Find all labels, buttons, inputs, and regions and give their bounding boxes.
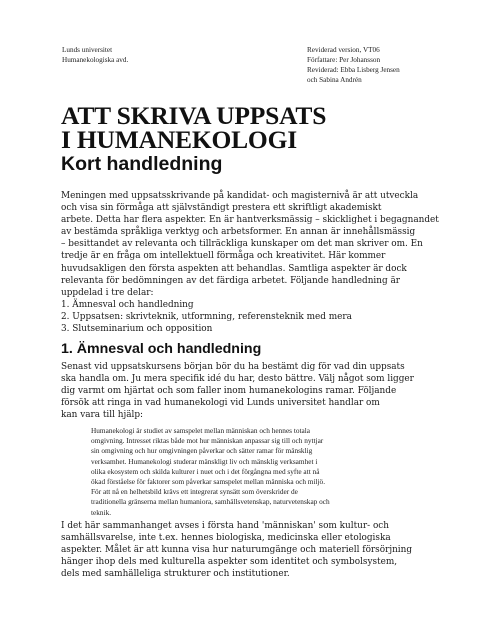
closing-line: samhällsvarelse, inte t.ex. hennes biologiska, medicinska eller etologiska [61,533,391,544]
closing-line: aspekter. Målet är att kunna visa hur naturumgänge och materiell försörjning [61,545,413,556]
header-revision-info [307,45,400,85]
section1-line: ska handla om. Ju mera specifik idé du har, desto bättre. Välj något som ligger [61,374,414,385]
document-title [61,101,327,154]
intro-line: och visa sin förmåga att självständigt prestera ett skriftligt akademiskt [61,203,382,214]
intro-line: tredje är en fråga om intellektuell förmåga och kreativitet. Här kommer [61,251,386,262]
section1-paragraph [61,361,461,421]
section1-line: försök att ringa in vad humanekologi vid Lunds universitet handlar om [61,398,380,409]
header-department: Humanekologiska avd. [62,56,129,64]
section1-line: kan vara till hjälp: [61,410,144,421]
closing-paragraph [61,520,461,580]
intro-paragraph [61,190,461,335]
intro-line: Meningen med uppsatsskrivande på kandidat- och magisternivå är att utveckla [61,191,419,201]
quote-line: sin omgivning och hur omgivningen påverkar och sätter ramar för mänsklig [91,446,313,456]
closing-line: hänger ihop dels med kulturella aspekter som identitet och symbolsystem, [61,557,398,568]
quote-line: teknik. [91,507,112,517]
intro-line: arbete. Detta har flera aspekter. En är hantverksmässig – skicklighet i begagnandet [61,215,439,226]
header-author: Författare: Per Johansson [307,56,381,64]
header-revised-by: Reviderad: Ebba Lisberg Jensen [307,66,400,74]
quote-line: ökad förståelse för faktorer som påverkar samspelet mellan människa och miljö. [91,477,326,487]
section1-line: Senast vid uppsatskursens början bör du ha bestämt dig för vad din uppsats [61,362,405,372]
header-revised-by-cont: och Sabina Andrén [307,76,362,84]
title-line-1: ATT SKRIVA UPPSATS [61,101,327,130]
header-university: Lunds universitet [62,46,113,54]
document-subtitle: Kort handledning [61,153,223,175]
header-institution [62,45,128,65]
header-version: Reviderad version, VT06 [307,46,380,54]
title-line-2: I HUMANEKOLOGI [61,125,297,154]
intro-list-item: 2. Uppsatsen: skrivteknik, utformning, referensteknik med mera [61,311,352,322]
quote-line: verksamhet. Humanekologi studerar mänskligt liv och mänsklig verksamhet i [91,456,318,466]
quote-line: omgivning. Intresset riktas både mot hur människan anpassar sig till och nyttjar [91,436,324,446]
quote-line: olika ekosystem och skilda kulturer i nuet och i det förgångna med syfte att nå [91,466,320,476]
quote-line: traditionella gränserna mellan humaniora, samhällsvetenskap, naturvetenskap och [91,497,330,507]
intro-line: av bestämda språkliga verktyg och arbetsformer. En annan är innehållsmässig [61,227,416,238]
section1-line: dig varmt om hjärtat och som faller inom humanekologins ramar. Följande [61,386,397,397]
intro-line: – besittandet av relevanta och tillräckliga kunskaper om det man skriver om. En [61,239,423,250]
closing-line: I det här sammanhanget avses i första hand 'människan' som kultur- och [61,521,389,531]
definition-quote [91,426,451,518]
quote-line: Humanekologi är studiet av samspelet mellan människan och hennes totala [91,426,311,435]
section-heading-1: 1. Ämnesval och handledning [61,341,262,357]
intro-list-item: 1. Ämnesval och handledning [61,299,194,310]
intro-line: huvudsakligen den första aspekten att behandlas. Samtliga aspekter är dock [61,263,407,274]
quote-line: För att nå en helhetsbild krävs ett integrerat synsätt som överskrider de [91,487,298,497]
intro-list-item: 3. Slutseminarium och opposition [61,324,213,335]
closing-line: dels med samhälleliga strukturer och institutioner. [61,569,290,580]
intro-line: uppdelad i tre delar: [61,287,154,298]
intro-line: relevanta för bedömningen av det färdiga arbetet. Följande handledning är [61,275,401,286]
